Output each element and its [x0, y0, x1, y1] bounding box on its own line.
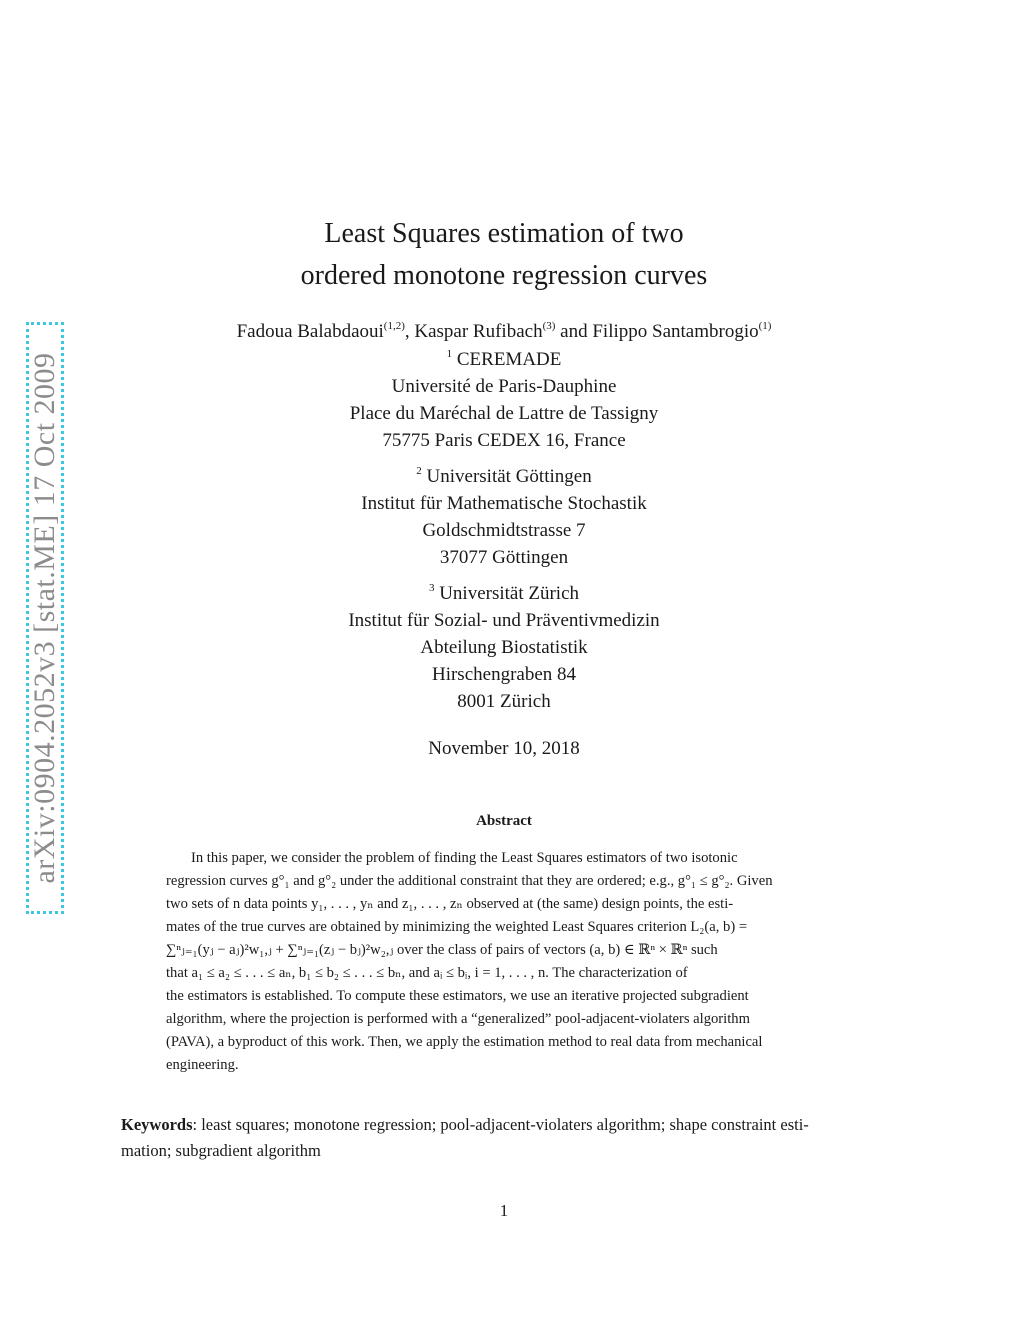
- abstract-line: ∑ⁿⱼ₌₁(yⱼ − aⱼ)²w₁,ⱼ + ∑ⁿⱼ₌₁(zⱼ − bⱼ)²w₂,ⱼ over the class of pairs of vectors (a, b) ∈ ℝⁿ × ℝⁿ such: [166, 942, 718, 958]
- keywords-section: [121, 1112, 887, 1164]
- paper-title: [0, 213, 1008, 297]
- abstract-line: regression curves g°₁ and g°₂ under the additional constraint that they are ordered; e.g., g°₁ ≤ g°₂. Given: [166, 873, 773, 889]
- affiliation-2-line-3: Goldschmidtstrasse 7: [422, 520, 586, 541]
- author-list: [0, 318, 1008, 345]
- abstract-line: In this paper, we consider the problem of finding the Least Squares estimators of two isotonic: [191, 850, 738, 866]
- author-separator-1: ,: [404, 321, 415, 342]
- title-line-2: ordered monotone regression curves: [300, 260, 708, 291]
- keywords-line-2: mation; subgradient algorithm: [121, 1141, 321, 1160]
- abstract-body: [166, 847, 842, 1077]
- affiliation-1-line-1: CEREMADE: [456, 349, 562, 370]
- abstract-line: that a₁ ≤ a₂ ≤ . . . ≤ aₙ, b₁ ≤ b₂ ≤ . . . ≤ bₙ, and aᵢ ≤ bᵢ, i = 1, . . . , n. The characterization of: [166, 965, 688, 981]
- abstract-line: algorithm, where the projection is performed with a “generalized” pool-adjacent-violaters algorithm: [166, 1011, 750, 1027]
- author-1-name: Fadoua Balabdaoui: [236, 321, 384, 342]
- affiliation-2-line-4: 37077 Göttingen: [439, 547, 569, 568]
- abstract-heading: Abstract: [476, 813, 532, 829]
- abstract-line: two sets of n data points y₁, . . . , yₙ and z₁, . . . , zₙ observed at (the same) design points, the esti-: [166, 896, 734, 912]
- affiliation-2: [0, 463, 1008, 571]
- author-1-affiliation-mark: (1,2): [383, 320, 405, 332]
- author-2-name: Kaspar Rufibach: [414, 321, 543, 342]
- abstract-line: engineering.: [166, 1057, 239, 1073]
- affiliation-2-line-1: Universität Göttingen: [426, 466, 592, 487]
- affiliation-1-mark: 1: [446, 348, 453, 360]
- abstract-line: (PAVA), a byproduct of this work. Then, we apply the estimation method to real data from mechanical: [166, 1034, 763, 1050]
- affiliation-2-mark: 2: [416, 465, 422, 477]
- arxiv-stamp-text: arXiv:0904.2052v3 [stat.ME] 17 Oct 2009: [28, 352, 61, 884]
- affiliation-1-line-3: Place du Maréchal de Lattre de Tassigny: [349, 403, 659, 424]
- affiliation-3-mark: 3: [428, 582, 435, 594]
- author-3-name: Filippo Santambrogio: [592, 321, 759, 342]
- keywords-label: Keywords: [121, 1115, 193, 1134]
- affiliation-3-line-4: Hirschengraben 84: [431, 664, 577, 685]
- author-2-affiliation-mark: (3): [542, 320, 556, 332]
- author-separator-2: and: [555, 321, 593, 342]
- affiliation-3-line-3: Abteilung Biostatistik: [420, 637, 588, 658]
- author-3-affiliation-mark: (1): [758, 320, 772, 332]
- affiliation-1-line-4: 75775 Paris CEDEX 16, France: [382, 430, 626, 451]
- page-number: 1: [499, 1201, 509, 1220]
- keywords-line-1: : least squares; monotone regression; pool-adjacent-violaters algorithm; shape constraint esti-: [192, 1115, 809, 1134]
- affiliation-1: [0, 346, 1008, 454]
- affiliation-3-line-1: Universität Zürich: [439, 583, 580, 604]
- affiliation-3: [0, 580, 1008, 715]
- paper-date: November 10, 2018: [428, 738, 580, 759]
- title-line-1: Least Squares estimation of two: [324, 218, 684, 249]
- affiliation-3-line-5: 8001 Zürich: [457, 691, 551, 712]
- affiliation-2-line-2: Institut für Mathematische Stochastik: [361, 493, 647, 514]
- abstract-line: the estimators is established. To compute these estimators, we use an iterative projected subgradient: [166, 988, 749, 1004]
- affiliation-3-line-2: Institut für Sozial- und Präventivmedizin: [348, 610, 660, 631]
- affiliation-1-line-2: Université de Paris-Dauphine: [391, 376, 617, 397]
- abstract-line: mates of the true curves are obtained by minimizing the weighted Least Squares criterion L₂(a, b) =: [166, 919, 748, 935]
